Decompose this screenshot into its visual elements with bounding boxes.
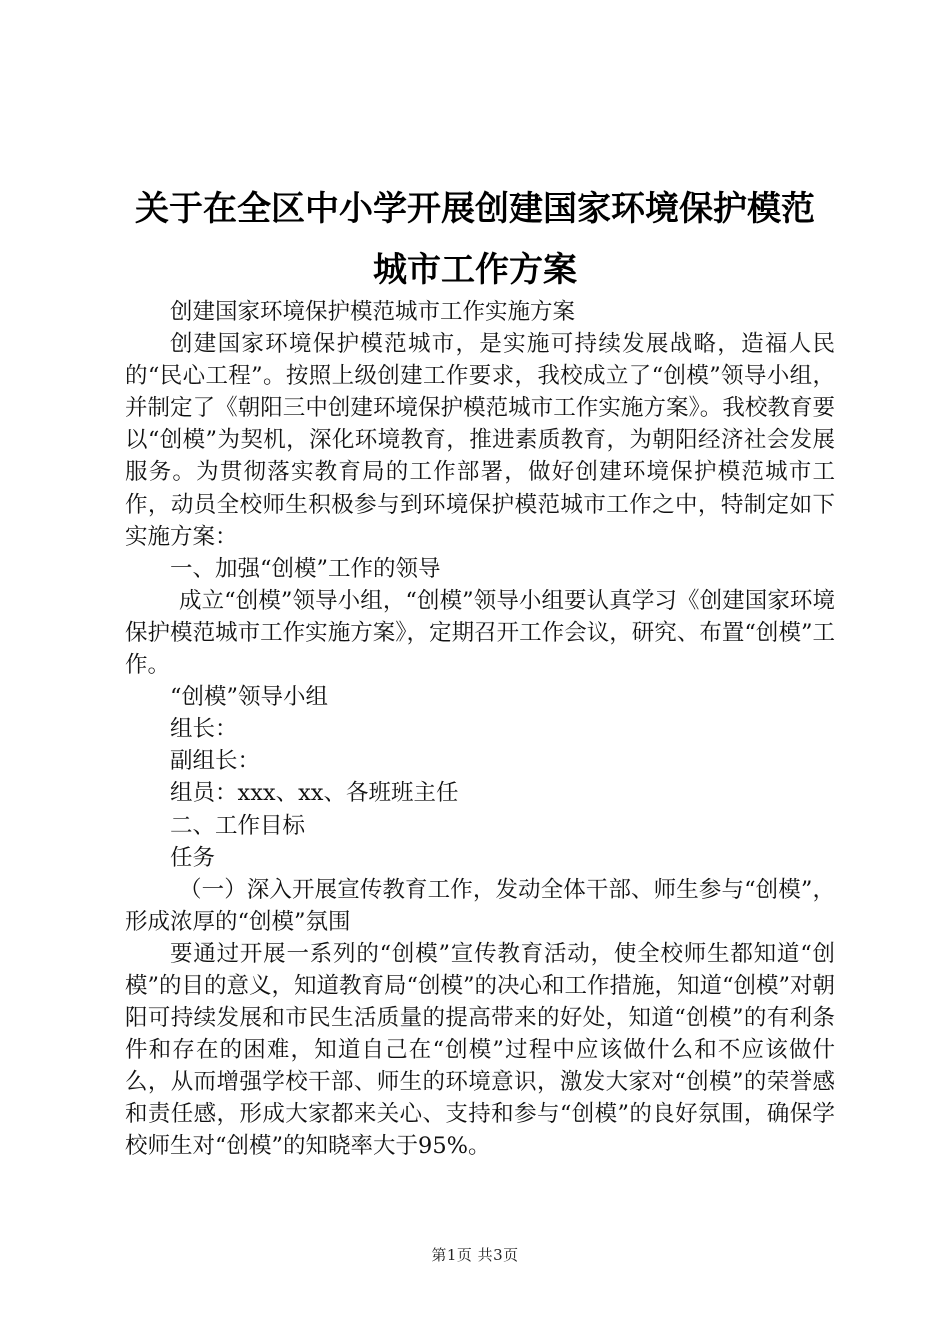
paragraph-intro: 创建国家环境保护模范城市，是实施可持续发展战略，造福人民的“民心工程”。按照上级创建工作要求，我校成立了“创模”领导小组，并制定了《朝阳三中创建环境保护模范城市工作实施方案》。我校教育要以“创模”为契机，深化环境教育，推进素质教育，为朝阳经济社会发展服务。为贯彻落实教育局的工作部署，做好创建环境保护模范城市工作，动员全校师生积极参与到环境保护模范城市工作之中，特制定如下实施方案： [125, 331, 835, 550]
section-heading-2: 二、工作目标 [170, 812, 306, 839]
section-heading-1: 一、加强“创模”工作的领导 [170, 555, 441, 582]
paragraph-task-1: 要通过开展一系列的“创模”宣传教育活动，使全校师生都知道“创模”的目的意义，知道教育局“创模”的决心和工作措施，知道“创模”对朝阳可持续发展和市民生活质量的提高带来的好处，知道“创模”的有利条件和存在的困难，知道自己在“创模”过程中应该做什么和不应该做什么，从而增强学校干部、师生的环境意识，激发大家对“创模”的荣誉感和责任感，形成大家都来关心、支持和参与“创模”的良好氛围，确保学校师生对“创模”的知晓率大于95%。 [125, 940, 836, 1160]
document-title-line-2: 城市工作方案 [373, 250, 577, 290]
paragraph-leadership: 成立“创模”领导小组，“创模”领导小组要认真学习《创建国家环境保护模范城市工作实施方案》，定期召开工作会议，研究、布置“创模”工作。 [125, 587, 835, 679]
group-deputy-leader: 副组长： [170, 748, 261, 775]
page-footer: 第1页 共3页 [431, 1246, 519, 1264]
group-leader: 组长： [170, 716, 238, 743]
plan-subtitle: 创建国家环境保护模范城市工作实施方案 [170, 299, 576, 325]
group-heading: “创模”领导小组 [170, 684, 329, 711]
tasks-heading: 任务 [170, 844, 216, 871]
document-title-line-1: 关于在全区中小学开展创建国家环境保护模范 [135, 189, 815, 229]
task-1-heading: （一）深入开展宣传教育工作，发动全体干部、师生参与“创模”，形成浓厚的“创模”氛围 [125, 876, 835, 935]
group-members: 组员：xxx、xx、各班班主任 [170, 780, 459, 807]
document-body [125, 296, 835, 1163]
